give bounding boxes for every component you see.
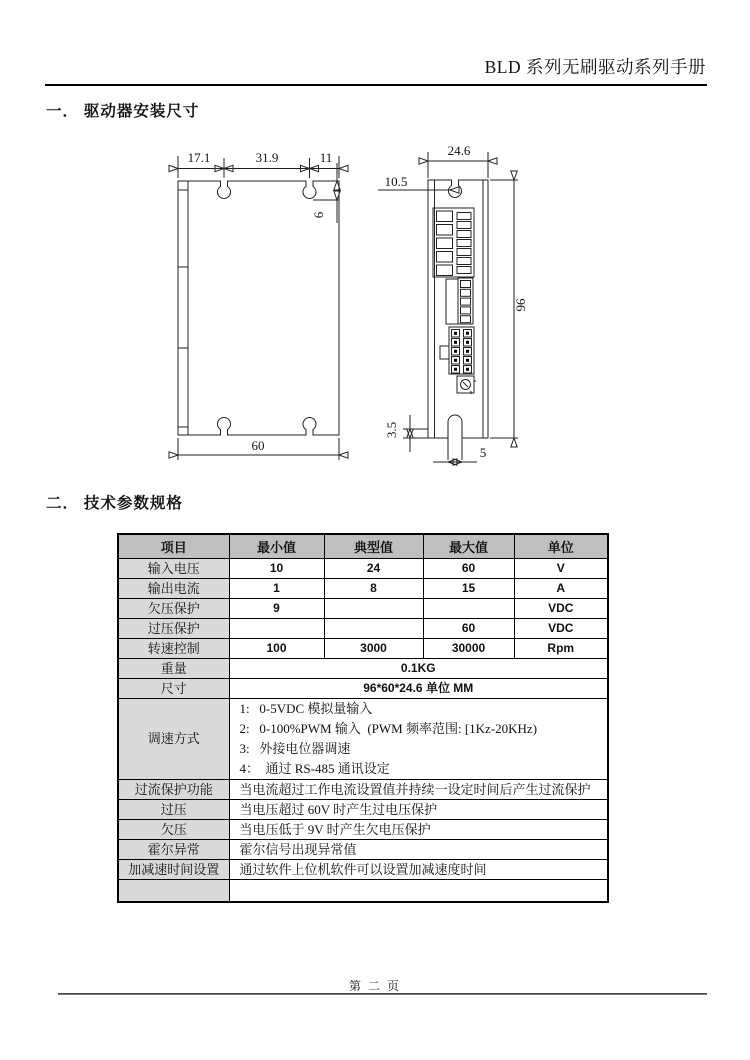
dim-label-11: 11 [319, 150, 333, 165]
side-slot-stems [448, 438, 462, 460]
speed-mode-list [229, 698, 608, 779]
section-1-title: 一． 驱动器安装尺寸 [46, 103, 200, 120]
table-row [118, 658, 608, 678]
section-2-title: 二． 技术参数规格 [46, 495, 183, 512]
row-item-label: 过压 [118, 799, 229, 819]
dim-label-24-6: 24.6 [447, 143, 471, 158]
table-row: 输入电压 10 24 60 V [118, 558, 608, 578]
speed-mode-4: 4： 通过 RS-485 通讯设定 [239, 760, 390, 776]
dim-label-3-5: 3.5 [384, 421, 399, 439]
side-panel-lines [435, 180, 484, 438]
terminal-block-lower [446, 278, 473, 324]
pin-header-connector [440, 327, 474, 374]
row-item-label: 尺寸 [118, 678, 229, 698]
col-header-min: 最小值 [229, 534, 324, 558]
table-row: 欠压保护 9 VDC [118, 598, 608, 618]
dim-label-10-5: 10.5 [384, 174, 408, 189]
table-row [118, 678, 608, 698]
front-side-flange [178, 181, 188, 435]
installation-drawing [150, 130, 570, 480]
table-row [118, 779, 608, 799]
description-cell [229, 879, 608, 902]
description-cell: 通过软件上位机软件可以设置加减速度时间 [229, 859, 608, 879]
row-item-label: 输入电压 [118, 558, 229, 578]
dim-label-96: 96 [513, 298, 528, 312]
row-item-label: 欠压保护 [118, 598, 229, 618]
terminal-block-upper [433, 208, 474, 277]
dim-label-31-9: 31.9 [255, 150, 279, 165]
front-dimensions [178, 150, 339, 460]
table-row [118, 799, 608, 819]
row-item-label: 过流保护功能 [118, 779, 229, 799]
speed-mode-3: 3: 外接电位器调速 [239, 740, 351, 756]
speed-mode-1: 1: 0-5VDC 模拟量输入 [239, 700, 373, 716]
side-dimensions [378, 143, 528, 462]
merged-value-cell: 96*60*24.6 单位 MM [229, 678, 608, 698]
description-cell: 当电压超过 60V 时产生过电压保护 [229, 799, 608, 819]
page-title: BLD 系列无刷驱动系列手册 [484, 57, 706, 77]
row-item-label: 转速控制 [118, 638, 229, 658]
description-cell: 霍尔信号出现异常值 [229, 839, 608, 859]
col-header-item: 项目 [118, 534, 229, 558]
table-row: 输出电流 1 8 15 A [118, 578, 608, 598]
dim-label-17-1: 17.1 [187, 150, 211, 165]
speed-mode-2: 2: 0-100%PWM 输入 (PWM 频率范围: [1Kz-20KHz) [239, 720, 538, 736]
table-row: 过压保护 60 VDC [118, 618, 608, 638]
table-row [118, 859, 608, 879]
row-item-label: 欠压 [118, 819, 229, 839]
front-view-drawing [178, 150, 339, 460]
col-header-unit: 单位 [514, 534, 608, 558]
table-row: 转速控制 100 3000 30000 Rpm [118, 638, 608, 658]
row-item-label: 调速方式 [118, 698, 229, 779]
row-item-label: 重量 [118, 658, 229, 678]
row-item-label: 过压保护 [118, 618, 229, 638]
spec-table [117, 533, 609, 903]
description-cell: 当电压低于 9V 时产生欠电压保护 [229, 819, 608, 839]
col-header-max: 最大值 [423, 534, 514, 558]
dim-label-60: 60 [251, 438, 265, 453]
dim-label-5: 5 [479, 445, 487, 460]
table-row [118, 819, 608, 839]
description-cell: 当电流超过工作电流设置值并持续一设定时间后产生过流保护 [229, 779, 608, 799]
table-row [118, 879, 608, 902]
col-header-typ: 典型值 [324, 534, 423, 558]
table-row-speed-modes [118, 698, 608, 779]
table-header-row [118, 534, 608, 558]
dim-label-6: 6 [311, 211, 326, 219]
row-item-label: 加减速时间设置 [118, 859, 229, 879]
row-item-label [118, 879, 229, 902]
header-rule [45, 84, 707, 86]
merged-value-cell: 0.1KG [229, 658, 608, 678]
table-row [118, 839, 608, 859]
page-number: 第 二 页 [348, 979, 401, 993]
footer-rule [58, 993, 707, 995]
potentiometer [457, 376, 476, 394]
side-view-drawing [378, 143, 528, 462]
row-item-label: 输出电流 [118, 578, 229, 598]
row-item-label: 霍尔异常 [118, 839, 229, 859]
